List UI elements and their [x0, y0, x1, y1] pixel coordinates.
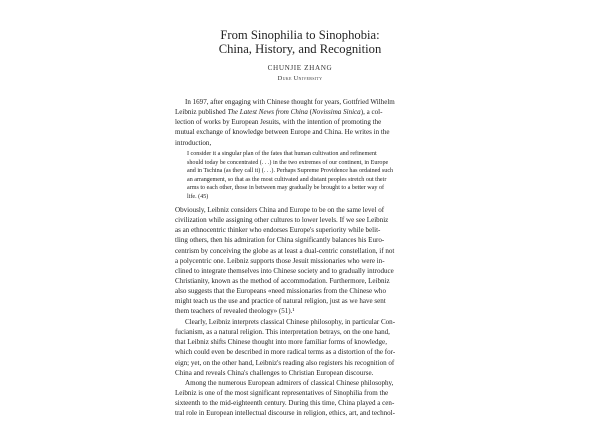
- text-line: Leibniz is one of the most significant representatives of Sinophilia from the: [175, 389, 389, 398]
- text-line: might teach us the use and practice of natural religion, just as we have sent: [175, 297, 386, 306]
- text-line: Obviously, Leibniz considers China and Europe to be on the same level of: [175, 206, 385, 214]
- quote-line: life. (45): [187, 193, 209, 200]
- quote-line: and in Tschina (as they call it) (. . .). Perhaps Supreme Providence has ordained such: [187, 168, 394, 175]
- author-name: CHUNJIE ZHANG: [267, 64, 333, 72]
- text-line: fucianism, as a natural religion. This interpretation betrays, on the one hand,: [175, 328, 390, 337]
- quote-line: should today be concentrated (. . .) in the two extremes of our continent, in Europe: [187, 159, 389, 166]
- text-line: also suggests that the Europeans «need missionaries from the Chinese who: [175, 287, 386, 296]
- text-line: lection of works by European Jesuits, with the intention of promoting the: [175, 118, 382, 127]
- text-line: In 1697, after engaging with Chinese thought for years, Gottfried Wilhelm: [185, 98, 395, 106]
- text-line: introduction,: [175, 138, 212, 147]
- text-line: centrism by conceiving the globe as at least a dual-centric constellation, if not: [175, 246, 395, 255]
- block-quote: [187, 150, 417, 202]
- text-line: Among the numerous European admirers of classical Chinese philosophy,: [185, 379, 394, 387]
- author-affiliation: Duke University: [277, 75, 323, 82]
- text-line: that Leibniz shifts Chinese thought into more familiar forms of knowledge,: [175, 338, 387, 347]
- text-line: a polycentric one. Leibniz supports those Jesuit missionaries who were in-: [175, 256, 385, 265]
- body-paragraph-1: [175, 205, 415, 317]
- text-line: sixteenth to the mid-eighteenth century. During this time, China played a cen-: [175, 399, 395, 408]
- text-line: civilization while assigning other cultures to lower levels. If we see Leibniz: [175, 216, 389, 225]
- text-line: them teachers of revealed theology» (51).¹: [175, 307, 295, 316]
- text-line: Leibniz published The Latest News from China (Novissima Sinica), a col-: [175, 108, 383, 117]
- quote-line: an arrangement, so that as the most cultivated and distant peoples stretch out their: [187, 176, 387, 183]
- text-line: mutual exchange of knowledge between Europe and China. He writes in the: [175, 128, 390, 137]
- text-line: Clearly, Leibniz interprets classical Chinese philosophy, in particular Con-: [185, 318, 396, 326]
- text-line: as an ethnocentric thinker who endorses Europe's superiority while belit-: [175, 226, 381, 235]
- text-line: tral role in European intellectual discourse in religion, ethics, art, and technol-: [175, 409, 395, 418]
- text-line: which could even be described in more radical terms as a distortion of the for-: [175, 348, 396, 357]
- quote-line: arms to each other, those in between may gradually be brought to a better way of: [187, 185, 385, 192]
- body-paragraph-3: [175, 378, 415, 419]
- text-line: eign; yet, on the other hand, Leibniz's reading also registers his recognition of: [175, 358, 395, 367]
- article-title-line-2: China, History, and Recognition: [218, 42, 382, 56]
- body-paragraph-2: [175, 317, 415, 378]
- text-line: tling others, then his admiration for China significantly balances his Euro-: [175, 236, 385, 245]
- quote-line: I consider it a singular plan of the fates that human cultivation and refinement: [187, 151, 377, 157]
- article-title-line-1: From Sinophilia to Sinophobia:: [220, 28, 380, 42]
- text-line: clined to integrate themselves into Chinese society and to gradually introduce: [175, 266, 394, 275]
- text-line: Christianity, known as the method of accommodation. Furthermore, Leibniz: [175, 276, 390, 285]
- text-line: China and reveals China's challenges to Christian European discourse.: [175, 368, 374, 377]
- intro-paragraph: [175, 97, 415, 148]
